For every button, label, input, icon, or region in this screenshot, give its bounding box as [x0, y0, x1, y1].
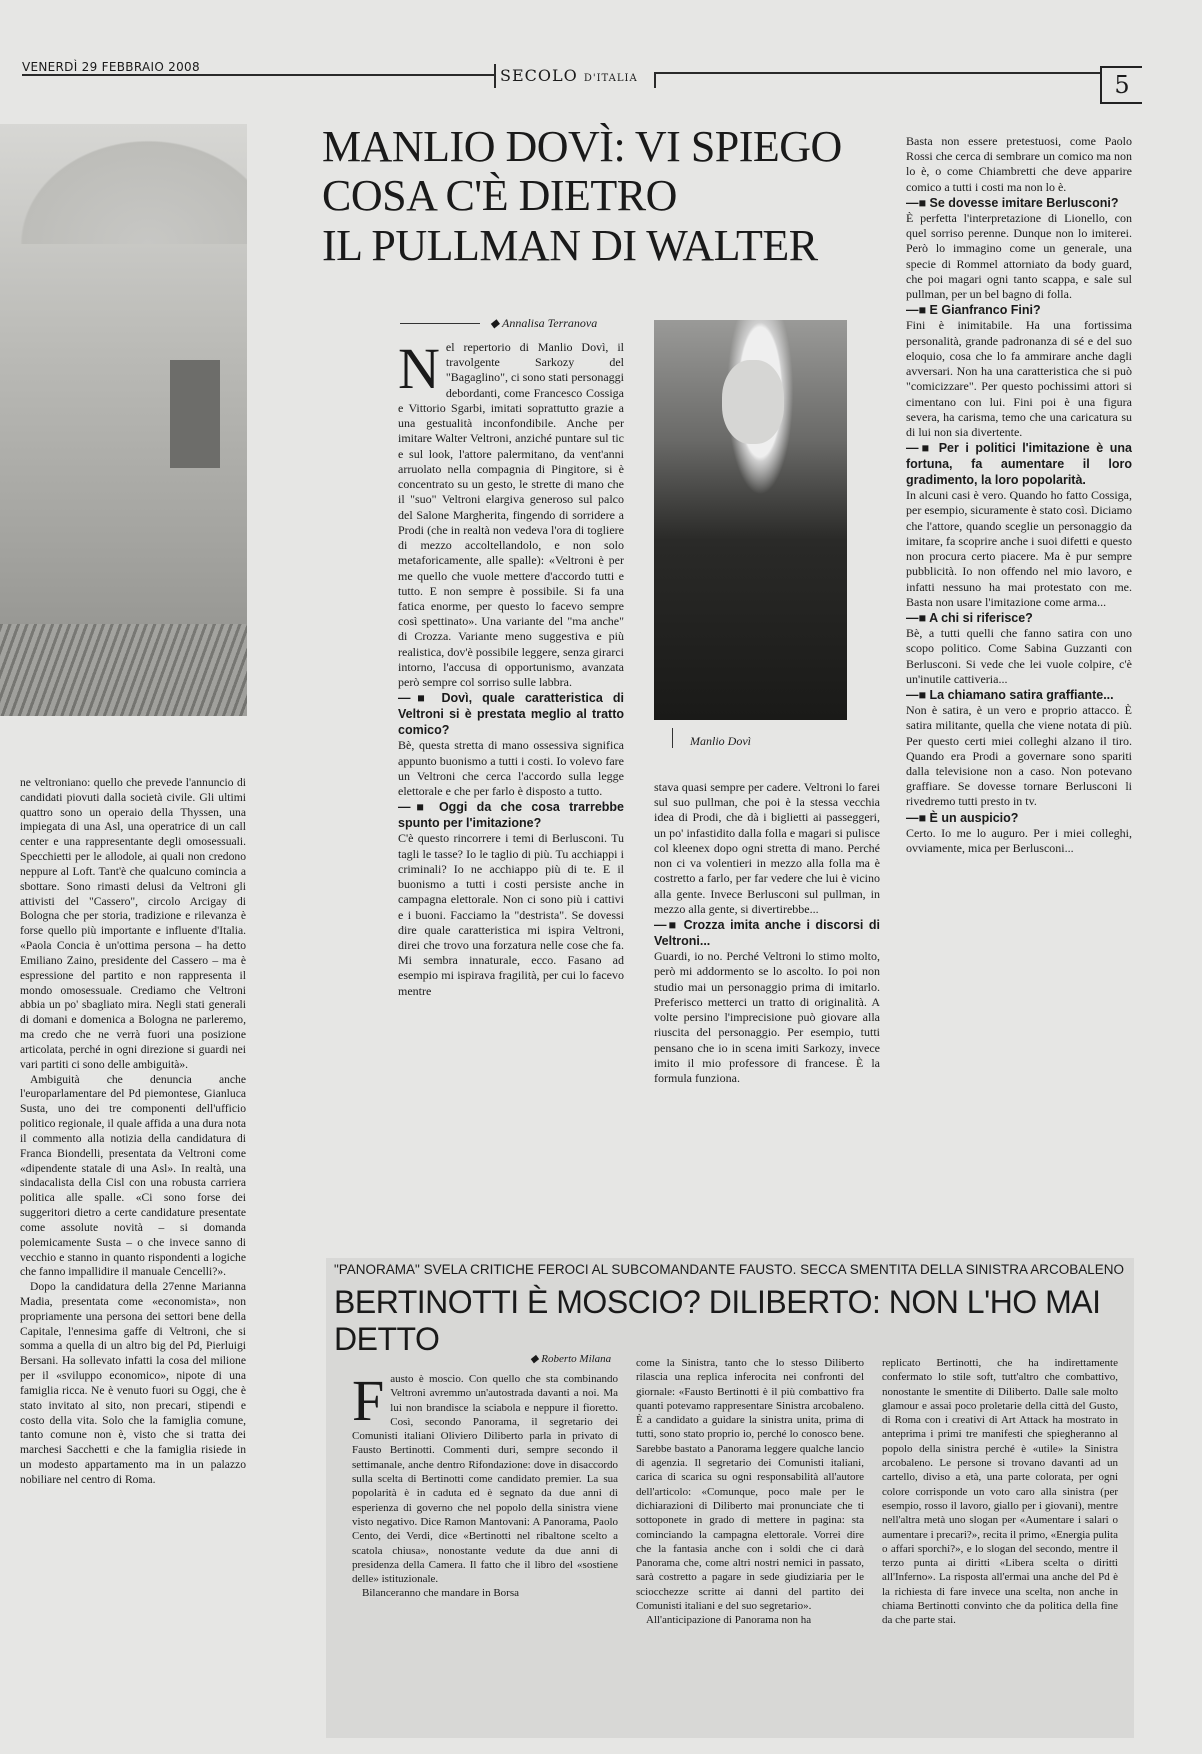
boxed-dropcap: F [352, 1368, 385, 1433]
question-3: —■ Crozza imita anche i discorsi di Veltroni... [654, 918, 880, 949]
building-window [170, 360, 220, 468]
left-column-para-3: Dopo la candidatura della 27enne Marianna Madia, presentata come «economista», non propriamente una persona dei settori bene della Capitale, l'ennesima gaffe di Veltroni, che si somma a quella di un altro big del Pd, Pierluigi Bersani. Ha sollevato infatti la cosa del milione per il «sviluppo economico», nipote di una famiglia ricca. Ne è venuto fuori su Oggi, che è stato invitato al sito, non precari, stipendi e costo della vita. Solo che la famiglia comune, tanto comune non è, visto che si tratta dei marchesi Sacchetti e che la famiglia risiede in un modesto appartamento ma in un palazzo nobiliare nel centro di Roma. [20, 1280, 246, 1486]
article-column-1 [398, 336, 625, 999]
masthead-title-main: SECOLO [500, 66, 578, 85]
question-6: —■ Per i politici l'imitazione è una fortuna, fa aumentare il loro gradimento, la loro popolarità. [906, 441, 1132, 488]
question-2-text: Oggi da che cosa trarrebbe spunto per l'imitazione? [398, 800, 625, 831]
article-intro-paragraph [398, 336, 624, 690]
boxed-byline-author: Roberto Milana [541, 1353, 612, 1365]
article-dropcap: N [398, 336, 440, 401]
issue-date: VENERDÌ 29 FEBBRAIO 2008 [22, 60, 200, 74]
headline-line-3: IL PULLMAN DI WALTER [322, 220, 818, 270]
left-column-para-2: Ambiguità che denuncia anche l'europarlamentare del Pd piemontese, Gianluca Susta, uno dei tre componenti dell'ufficio politico regionale, il quale affida a una dura nota il commento alla notizia della candidatura di Franca Biondelli, presentata da Veltroni come «dipendente statale di una Asl». In realtà, una sindacalista della Cisl con una robusta carriera politica alle spalle. «Ci sono forse dei suggeritori dietro a certe candidature presentate come assolute novità – si domanda polemicamente Susta – o che invece sanno di vecchio e stanno in quanto rispondenti a logiche che fanno impallidire il manuale Cencelli?». [20, 1072, 246, 1279]
boxed-col2-text: come la Sinistra, tanto che lo stesso Diliberto rilascia una replica inferocita nei confronti del giornale: «Fausto Bertinotti è il più combattivo fra quanti potevamo rappresentare Sinistra arcobaleno. È a candidato a guidare la sinistra unita, prima di tutti, sono stato proprio io, perché lo conosco bene. Sarebbe bastato a Panorama leggere qualche lancio di agenzia. Il segretario dei Comunisti italiani, carica di scarica su ogni responsabilità all'autore dell'articolo: «Comunque, poco male per le dichiarazioni di Diliberto mai pronunciate che ti sottoponete in grado di mettere in pagina: sta cominciando la campagna elettorale. Vorrei dire che la fantasia anche con i soldi che ci darà Panorama che, come altri nostri nemici in passato, sarà costretto a pagare in sede giudiziaria per le sciocchezze scritte ai danni del partito dei Comunisti italiani e del suo segretario». [636, 1357, 864, 1613]
left-column-para-1: ne veltroniano: quello che prevede l'annuncio di candidati piovuti dalla società civile. Gli ultimi quattro sono un operaio della Thyssen, una impiegata di una Asl, una operatrice di un call center e una rappresentante degli omosessuali. Specchietti per le allodole, ai quali non credono neppure al Loft. Tant'è che qualcuno comincia a sbottare. Sono rimasti delusi da Veltroni gli attivisti del "Cassero", circolo Arcigay di Bologna che per storia, tradizione e rilevanza è forse quello più importante e influente d'Italia. «Paola Concia è un'ottima persona – ha detto Emiliano Zaino, presidente del Cassero – ma è espressione del partito e non rappresenta il mondo omosessuale. Crediamo che Veltroni abbia un po' sbagliato mira. Negli stati generali di domani e domenica a Bologna ne parleremo, ma credo che ne verrà fuori una posizione articolata, perché in ogni direzione si guardi nei vari partiti ci sono delle ambiguità». [20, 776, 246, 1071]
caption-rule [672, 728, 673, 748]
tree-branches [0, 624, 247, 716]
boxed-column-2 [636, 1356, 864, 1628]
answer-5: Fini è inimitabile. Ha una fortissima personalità, grande padronanza di sé e del suo eloquio, cosa che lo fa ammirare anche dagli avversari. Non ha una caratteristica che si può "comicizzare". Per questo pochissimi attori si cimentano con lui. Fini poi è una figura severa, ha carisma, temo che una caricatura su di lui non sia divertente. [906, 318, 1132, 439]
boxed-byline: ◆ Roberto Milana [530, 1353, 612, 1365]
byline-rule [400, 323, 480, 324]
question-9-text: È un auspicio? [929, 810, 1019, 825]
article-headline [322, 122, 862, 270]
answer-1: Bè, questa stretta di mano ossessiva significa appunto buonismo a tutti i costi. Io volevo fare un Veltroni che cerca l'accordo sulla legge elettorale e che per farlo è disposto a tutto. [398, 738, 624, 799]
answer-2: C'è questo rincorrere i temi di Berlusconi. Tu tagli le tasse? Io le taglio di più. Tu acchiappi i criminali? Io ne acchiappo più di te. E il buonismo a tutti i costi persiste anche in campagna elettorale. Non ci sono più i cattivi e i buoni. Facciamo la "destrista". Se dovessi dire quale caratteristica mi ispira Veltroni, direi che trovo una forzatura nelle cose che fa. Mi sembra innaturale, ecco. Fasano ad esempio mi ispirava fragilità, per cui lo facevo mentre [398, 831, 624, 998]
boxed-kicker: "PANORAMA" SVELA CRITICHE FEROCI AL SUBCOMANDANTE FAUSTO. SECCA SMENTITA DELLA SINISTRA ARCOBALENO [334, 1262, 1125, 1277]
boxed-col1-end: Bilanceranno che mandare in Borsa [362, 1587, 519, 1600]
article-intro: el repertorio di Manlio Dovì, il travolgente Sarkozy del "Bagaglino", ci sono stati personaggi debordanti, come Francesco Cossiga e Vittorio Sgarbi, imitati soprattutto grazie a una gestualità inconfondibile. Anche per imitare Walter Veltroni, anziché puntare sul tic e sul look, l'attore palermitano, da vent'anni arruolato nella compagnia di Pingitore, si è concentrato su un gesto, le strette di mano che il "suo" Veltroni elargiva generoso sul palco del Salone Margherita, fingendo di sorridere a Prodi (che in realtà non vedeva l'ora di togliere di mezzo accoltellandolo, e non solo metaforicamente, alle spalle): «Veltroni è per me quello che vuole mettere d'accordo tutti e tutto. E non sempre è possibile. Si fa una fatica enorme, per questo lo facevo sempre così spettinato». Una variante del "ma anche" di Crozza. Variante meno suggestiva e più realistica, dov'è possibile leggere, senza girarci intorno, l'accusa di opportunismo, avanzata però sempre col sorriso sulle labbra. [398, 340, 624, 690]
masthead-title [500, 66, 638, 85]
boxed-headline: BERTINOTTI È MOSCIO? DILIBERTO: NON L'HO MAI DETTO [334, 1284, 1101, 1357]
photo-caption: Manlio Dovì [690, 734, 751, 748]
question-9: —■ È un auspicio? [906, 810, 1019, 825]
building-photo [0, 124, 247, 716]
question-7: —■ A chi si riferisce? [906, 611, 1033, 626]
boxed-col1-para [352, 1368, 618, 1586]
answer-7: Bè, a tutti quelli che fanno satira con uno scopo politico. Come Sabina Guzzanti con Berlusconi. Si vede che lei vuole colpire, c'è un'inutile cattiveria... [906, 626, 1132, 686]
question-8-text: La chiamano satira graffiante... [929, 688, 1114, 703]
column-4-continuation: Basta non essere pretestuosi, come Paolo Rossi che cerca di sembrare un comico ma non lo è, o come Chiambretti che deve apparire comico a tutti i costi ma non lo è. [906, 134, 1132, 194]
question-2: —■ Oggi da che cosa trarrebbe spunto per l'imitazione? [398, 800, 625, 831]
question-7-text: A chi si riferisce? [929, 611, 1033, 626]
left-column [20, 776, 246, 1488]
article-byline: ◆ Annalisa Terranova [490, 316, 598, 330]
masthead-rule-left-tick [494, 64, 496, 88]
page-number: 5 [1100, 66, 1142, 104]
question-8: —■ La chiamano satira graffiante... [906, 688, 1114, 703]
headline-line-2: COSA C'È DIETRO [322, 171, 677, 221]
masthead-title-small: D'ITALIA [583, 73, 638, 84]
answer-9: Certo. Io me lo auguro. Per i miei colleghi, ovviamente, mica per Berlusconi... [906, 825, 1132, 855]
question-4-text: Se dovesse imitare Berlusconi? [929, 195, 1119, 210]
answer-3: Guardi, io no. Perché Veltroni lo stimo molto, però mi addormento se lo ascolto. Io poi non studio mai un personaggio prima di imitarlo. Preferisco metterci un tratto di originalità. A volte persino l'imprecisione può giovare alla riuscita del personaggio. Per esempio, tutti pensano che io in scena imiti Sarkozy, invece imito il mio professore di francese. È la formula funziona. [654, 949, 880, 1085]
boxed-column-1 [352, 1368, 618, 1601]
building-pediment [0, 124, 247, 244]
article-column-2 [654, 780, 880, 1086]
column-3-continuation: stava quasi sempre per cadere. Veltroni lo farei sul suo pullman, che poi è la stessa vecchia idea di Prodi, che dà i biglietti ai passeggeri, un po' infastidito dalla folla e magari si pulisce col kleenex dopo ogni stretta di mano. Perché non ci va volentieri in mezzo alla folla ma è costretto a farlo, per far vedere che lui è vicino alla gente. Invece Berlusconi sul pullman, in mezzo alla gente, si divertirebbe... [654, 780, 880, 916]
boxed-col1-text: austo è moscio. Con quello che sta combinando Veltroni avremmo un'autostrada davanti a noi. Ma lui non brandisce la sciabola e neppure il fioretto. Così, secondo Panorama, il segretario dei Comunisti italiani Oliviero Diliberto parla in privato di Fausto Bertinotti. Commenti duri, sempre secondo il settimanale, anche dentro Rifondazione: dove in disaccordo sulla scelta di Bertinotti come candidato premier. La sua popolarità è in caduta ed è segnato da due anni di esperienza di governo che nel popolo della sinistra viene visto negativo. Dice Ramon Mantovani: A Panorama, Paolo Cento, dei Verdi, dice «Bertinotti nel ribaltone scelto a scatola chiusa», nonostante vedute da due anni di presidenza della Camera. Il fatto che il libro del «sostiene delle» istituzionale. [352, 1373, 618, 1586]
answer-8: Non è satira, è un vero e proprio attacco. È satira militante, quella che viene notata di più. Per questo certi miei colleghi alzano il tiro. Quando era Prodi a governare sono spariti dalla televisione non a caso. Non potevano graffiare. Se dovesse tornare Berlusconi li rivedremo tutti presto in tv. [906, 703, 1132, 809]
article-column-3 [906, 134, 1132, 856]
answer-4: È perfetta l'interpretazione di Lionello, con quel sorriso perenne. Dunque non lo imiterei. Però lo immagino come un generale, una specie di Rommel attorniato da body guard, che poi magari ogni tanto scappa, e sale sul pullman, per un bel bagno di folla. [906, 210, 1132, 302]
question-1: —■ Dovì, quale caratteristica di Veltroni si è prestata meglio al tratto comico? [398, 691, 624, 738]
byline-author: Annalisa Terranova [502, 316, 598, 330]
question-6-text: Per i politici l'imitazione è una fortuna, fa aumentare il loro gradimento, la loro popolarità. [906, 441, 1132, 488]
boxed-col3-text: replicato Bertinotti, che ha indirettamente confermato lo stile soft, tutt'altro che combattivo, nonostante le smentite di Diliberto. Dalle sale molto glamour e assai poco proletarie della città del Gusto, di Roma con i creativi di Art Attack ha mostrato in anteprima i primi tre manifesti che spiegheranno al popolo della sinistra perché è «utile» la Sinistra arcobaleno. Le persone si trovano davanti ad un cartello, diviso a età, una parte colorata, per ogni colore corrisponde un voto caro alla sinistra (per esempio, rosso il lavoro, giallo per i giovani), mentre nell'altra metà uno slogan per «Aumentare i salari o aumentare i precari?», recita il primo, «Energia pulita o affari sporchi?», e lo slogan del secondo, mentre il terzo punta ai diritti «Libera scelta o diritti all'Inferno». La risposta all'ermai una anche del Pd è la richiesta di fare invece una scelta, non anche in chiama Bertinotti convinto che da politica della fine da che parte stai. [882, 1357, 1118, 1627]
question-3-text: Crozza imita anche i discorsi di Veltroni... [654, 918, 880, 949]
masthead-rule-left [22, 74, 496, 76]
manlio-dovi-photo [654, 320, 847, 720]
boxed-col2-end: All'anticipazione di Panorama non ha [646, 1614, 812, 1627]
question-5: —■ E Gianfranco Fini? [906, 303, 1041, 318]
photo-face [722, 360, 784, 444]
masthead-rule-right [654, 72, 1100, 74]
boxed-column-3 [882, 1356, 1118, 1628]
answer-6: In alcuni casi è vero. Quando ho fatto Cossiga, per esempio, sicuramente è stato così. Diciamo che l'attore, quando sceglie un personaggio da imitare, fa scoprire anche i suoi difetti e questo non procura certo piacere. Ma è pur sempre pubblicità. Io non offendo nel mio lavoro, e infatti nessuno ha mai protestato con me. Basta non usare l'imitazione come arma... [906, 488, 1132, 609]
question-1-text: Dovì, quale caratteristica di Veltroni si è prestata meglio al tratto comico? [398, 691, 624, 738]
masthead-rule-right-tick [654, 72, 656, 88]
question-5-text: E Gianfranco Fini? [929, 303, 1041, 318]
question-4: —■ Se dovesse imitare Berlusconi? [906, 195, 1119, 210]
headline-line-1: MANLIO DOVÌ: VI SPIEGO [322, 122, 842, 171]
